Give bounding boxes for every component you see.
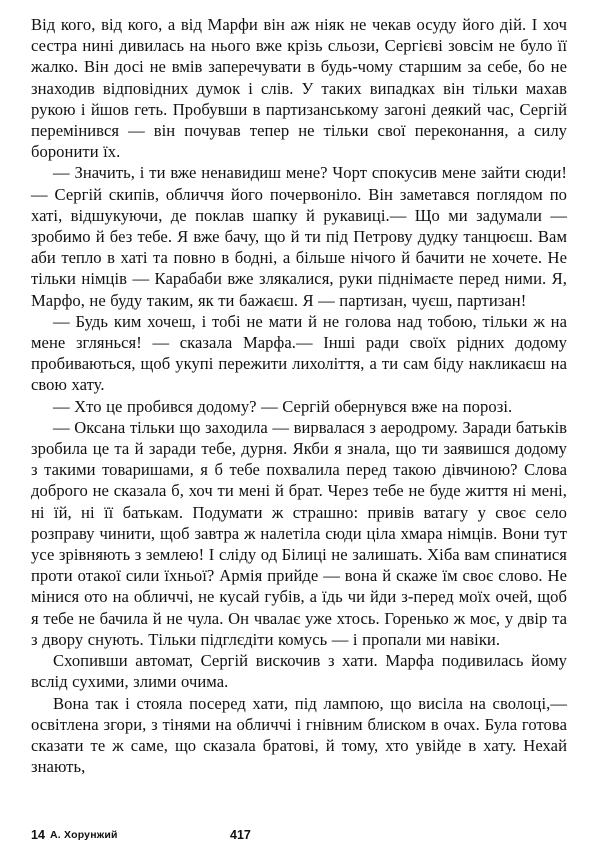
page-number: 417 — [230, 828, 251, 842]
signature-number: 14 — [31, 828, 45, 842]
signature-author: А. Хорунжий — [50, 829, 118, 841]
page-body — [31, 14, 567, 777]
paragraph: — Значить, і ти вже ненавидиш мене? Чорт спокусив мене зайти сюди! — Сергій скипів, обличчя його почервоніло. Він заметався поглядом по хаті, відшукуючи, де поклав шапку й рукавиці.— Що ми задумали — зробимо й без тебе. Я вже бачу, що й ти під Петрову дудку танцюєш. Вам аби тепло в хаті та повно в бодні, а більше нічого й бачити не хочете. Не тільки німців — Карабаби вже злякалися, руки піднімаєте перед ними. Я, Марфо, не буду таким, як ти бажаєш. Я — партизан, чуєш, партизан! — [31, 163, 567, 310]
paragraph: Схопивши автомат, Сергій вискочив з хати. Марфа подивилась йому вслід сухими, злими очима. — [31, 651, 567, 692]
page-footer — [31, 826, 567, 848]
paragraph: Вона так і стояла посеред хати, під лампою, що висіла на сволоці,— освітлена згори, з тінями на обличчі і гнівним блиском в очах. Була готова сказати те ж саме, що сказала братові, й тому, хто увійде в хату. Нехай знають, — [31, 693, 567, 777]
paragraph: Від кого, від кого, а від Марфи він аж ніяк не чекав осуду його дій. І хоч сестра нині дивилась на нього вже крізь сльози, Сергієві зовсім не було її жалко. Він досі не вмів заперечувати в будь-чому старшим за себе, бо не знаходив відповідних думок і слів. У таких випадках він тільки махав рукою і йшов геть. Пробувши в партизанському загоні деякий час, Сергій перемінився — він почував тепер не тільки свої переконання, а силу боронити їх. — [31, 15, 567, 162]
paragraph: — Оксана тільки що заходила — вирвалася з аеродрому. Заради батьків зробила це та й заради тебе, дурня. Якби я знала, що ти заявишся додому з такими товаришами, я б тебе похвалила перед такою дівчиною? Слова доброго не сказала б, хоч ти мені й брат. Через тебе не буде життя ні мені, ні їй, ні її батькам. Подумати ж страшно: привів ватагу у своє село розправу чинити, щоб завтра ж налетіла сюди ціла хмара німців. Вони тут усе зрівняють з землею! І сліду од Білиці не залишать. Хіба вам спинатися проти отакої сили їхньої? Армія прийде — вона й скаже їм своє слово. Не мінися ото на обличчі, не кусай губів, а їдь чи йди з-перед моїх очей, щоб я тебе не бачила й не чула. Он чвалає уже хтось. Горенько ж моє, у двір та з двору снують. Тільки підглєдіти комусь — і пропали ми навіки. — [31, 417, 567, 649]
paragraph: — Будь ким хочеш, і тобі не мати й не голова над тобою, тільки ж на мене зглянься! — сказала Марфа.— Інші ради своїх рідних додому пробиваються, щоб укупі пережити лихоліття, а ти сам біду накликаєш на свою хату. — [31, 311, 567, 395]
paragraph: — Хто це пробився додому? — Сергій обернувся вже на порозі. — [53, 396, 513, 416]
